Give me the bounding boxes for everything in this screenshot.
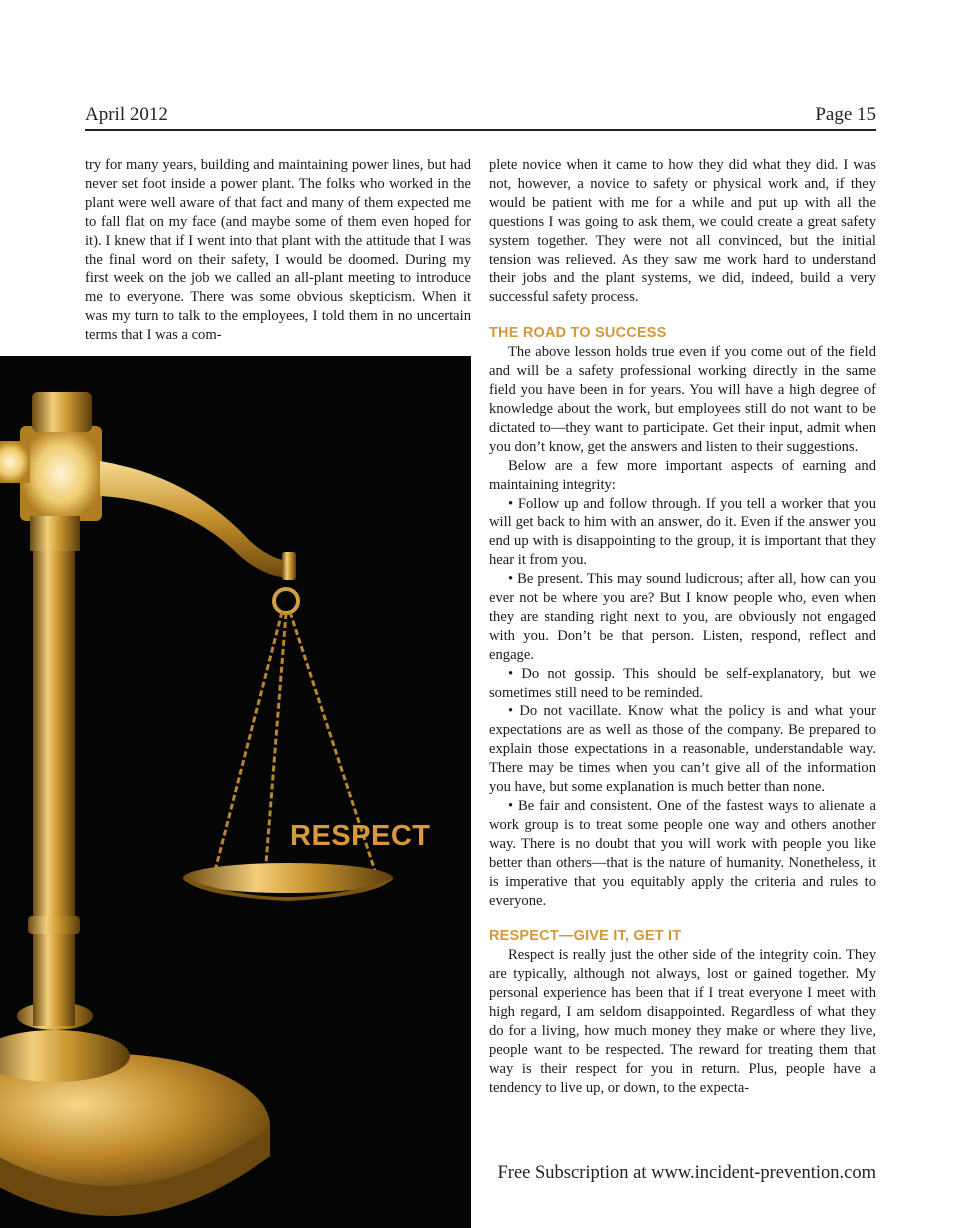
issue-date: April 2012 xyxy=(85,104,168,125)
bullet-do-not-vacillate: • Do not vacillate. Know what the policy is and what your expectations are as well as those of the company. Be prepared to explain those expectations in a reasonable, understandable way. There may be times when you can’t give all of the information you have, but some explanation is much better than none. xyxy=(489,703,876,796)
respect-label: RESPECT xyxy=(290,820,431,852)
bullet-be-present: • Be present. This may sound ludicrous; after all, how can you ever not be where you are? But I know people who, even when they are standing right next to you, are obviously not engaged with you. Don’t be that person. Listen, respond, reflect and engage. xyxy=(489,571,876,663)
section-heading-respect: RESPECT—GIVE IT, GET IT xyxy=(489,928,682,945)
scale-photo xyxy=(0,356,471,1228)
section1-paragraph-1: The above lesson holds true even if you come out of the field and will be a safety professional working directly in the same field you have been in for years. You will have a high degree of knowledge about the work, but employees still do not want to be dictated to—they want to participate. Get their input, admit when you don’t know, get the answers and listen to their suggestions. xyxy=(489,344,876,455)
bullet-follow-up: • Follow up and follow through. If you tell a worker that you will get back to him with an answer, do it. Even if the answer you end up with is disappointing to the group, it is important that they hear it from you. xyxy=(489,495,876,569)
golden-scale-icon xyxy=(0,356,471,1228)
footer-subscription: Free Subscription at www.incident-prevention.com xyxy=(497,1163,876,1183)
left-column xyxy=(85,156,471,345)
section1-paragraph-2: Below are a few more important aspects of earning and maintaining integrity: xyxy=(489,457,876,493)
page-number: Page 15 xyxy=(815,104,876,125)
section2-paragraph-1: Respect is really just the other side of the integrity coin. They are typically, although not always, lost or gained together. My personal experience has been that if I treat everyone I meet with high regard, I am seldom disappointed. Regardless of what they do for a living, how much money they make or where they live, people want to be respected. The reward for treating them that way is their respect for you in return. Plus, people have a tendency to live up, or down, to the expecta- xyxy=(489,947,876,1096)
bullet-fair-consistent: • Be fair and consistent. One of the fastest ways to alienate a work group is to treat some people one way and others another way. There is no doubt that you will work with people you like better than others—that is the nature of humanity. Nonetheless, it is imperative that you equitably apply the criteria and rules to everyone. xyxy=(489,798,876,909)
right-column xyxy=(489,156,876,1098)
left-paragraph: try for many years, building and maintaining power lines, but had never set foot inside a power plant. The folks who worked in the plant were well aware of that fact and many of them expected me to fall flat on my face (and maybe some of them even hoped for it). I knew that if I went into that plant with the attitude that I was the final word on their safety, I would be doomed. During my first week on the job we called an all-plant meeting to introduce me to everyone. There was some obvious skepticism. When it was my turn to talk to the employees, I told them in no uncertain terms that I was a com- xyxy=(85,157,471,344)
page-header xyxy=(85,103,876,127)
section-heading-road-to-success: THE ROAD TO SUCCESS xyxy=(489,325,667,342)
header-rule xyxy=(85,129,876,131)
intro-paragraph: plete novice when it came to how they did what they did. I was not, however, a novice to safety or physical work and, if they would be patient with me for a while and put up with all the questions I was going to ask them, we could create a great safety system together. They were not all convinced, but the initial tension was relieved. As they saw me work hard to understand their jobs and the plant systems, we did, indeed, build a very successful safety process. xyxy=(489,157,876,306)
bullet-do-not-gossip: • Do not gossip. This should be self-explanatory, but we sometimes still need to be reminded. xyxy=(489,665,876,701)
